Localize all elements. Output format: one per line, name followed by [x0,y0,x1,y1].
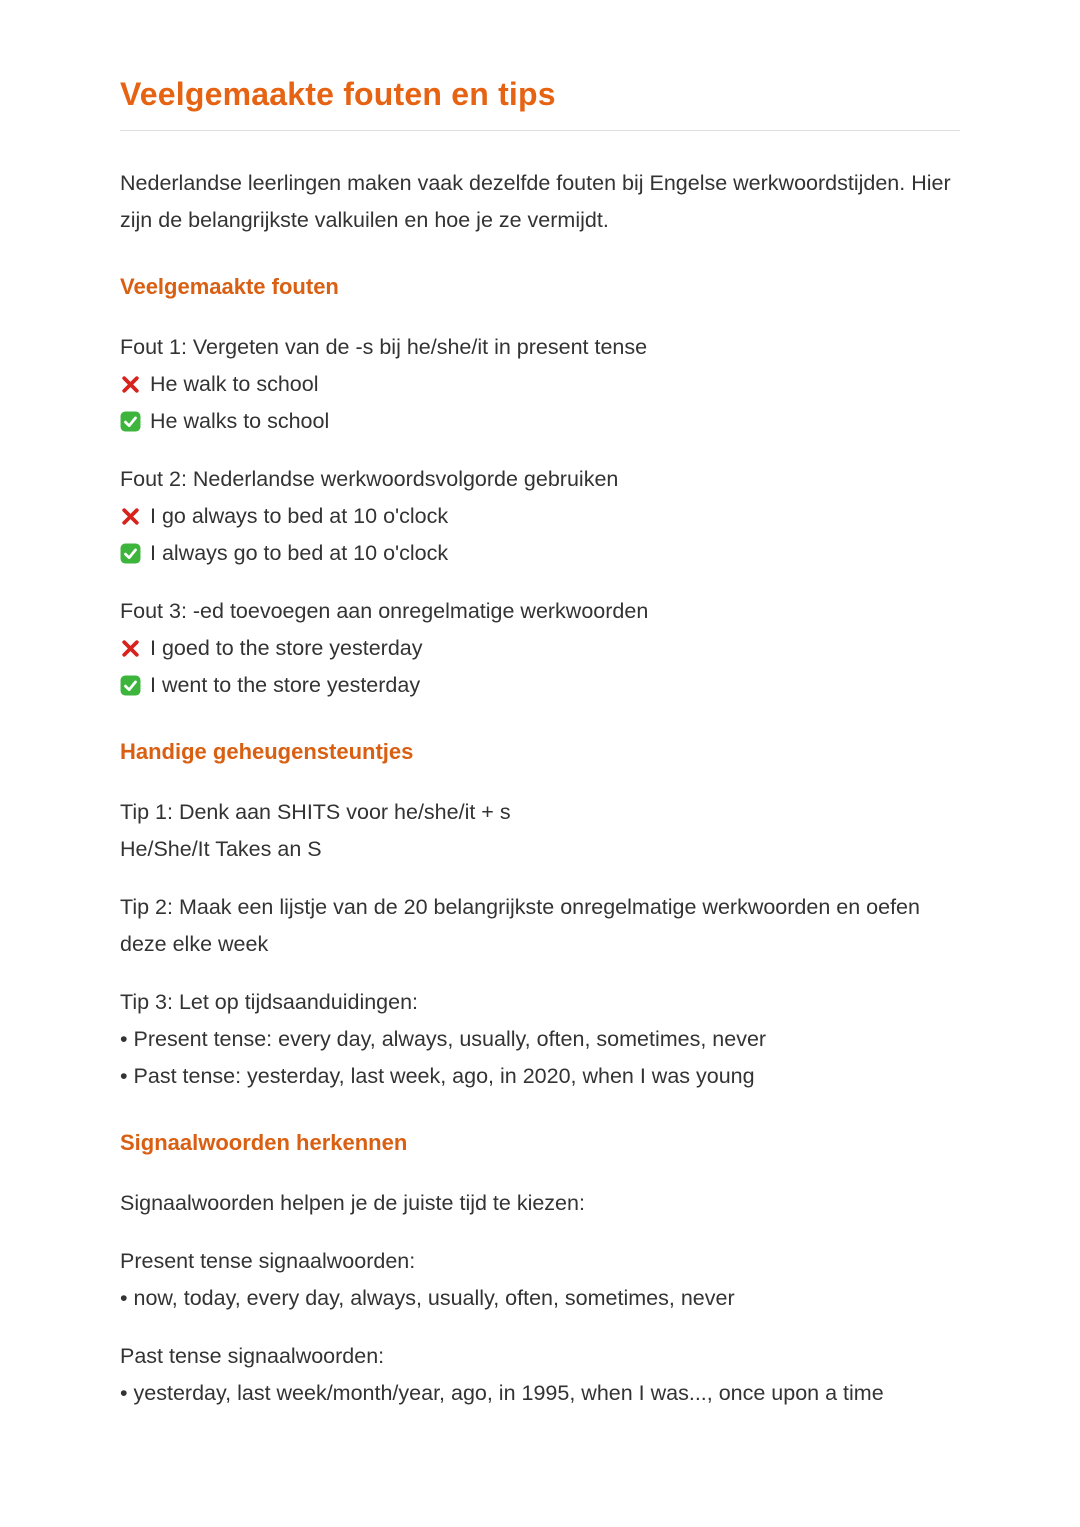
past-tense-signal-group [120,1338,960,1412]
right-example [120,535,960,572]
signal-group-label: Present tense signaalwoorden: [120,1249,416,1273]
bullet-item: • yesterday, last week/month/year, ago, in 1995, when I was..., once upon a time [120,1375,960,1412]
wrong-example-text: I go always to bed at 10 o'clock [150,504,449,528]
tip-line: He/She/It Takes an S [120,837,322,861]
tip-line: Tip 1: Denk aan SHITS voor he/she/it + s [120,800,511,824]
tip-item-1 [120,794,960,868]
bullet-item: • Past tense: yesterday, last week, ago, in 2020, when I was young [120,1058,960,1095]
section-heading-signal-words: Signaalwoorden herkennen [120,1130,408,1155]
right-example-text: I always go to bed at 10 o'clock [150,541,449,565]
right-example-text: I went to the store yesterday [150,673,421,697]
mistake-label: Fout 1: Vergeten van de -s bij he/she/it in present tense [120,335,648,359]
check-mark-icon [120,675,141,696]
mistake-item-3 [120,593,960,704]
bullet-item: • now, today, every day, always, usually, often, sometimes, never [120,1280,960,1317]
mistake-label: Fout 3: -ed toevoegen aan onregelmatige werkwoorden [120,599,649,623]
cross-mark-icon [120,374,141,395]
right-example-text: He walks to school [150,409,330,433]
section-heading-mistakes: Veelgemaakte fouten [120,274,339,299]
cross-mark-icon [120,506,141,527]
section-heading-tips: Handige geheugensteuntjes [120,739,414,764]
past-signal-bullet-list [120,1375,960,1412]
wrong-example-text: I goed to the store yesterday [150,636,423,660]
intro-paragraph: Nederlandse leerlingen maken vaak dezelfde fouten bij Engelse werkwoordstijden. Hier zijn de belangrijkste valkuilen en hoe je ze vermijdt. [120,171,951,232]
tip3-bullet-list [120,1021,960,1095]
tip-line: Tip 3: Let op tijdsaanduidingen: [120,990,419,1014]
mistake-item-2 [120,461,960,572]
wrong-example [120,498,960,535]
check-mark-icon [120,543,141,564]
present-tense-signal-group [120,1243,960,1317]
mistake-label: Fout 2: Nederlandse werkwoordsvolgorde gebruiken [120,467,619,491]
signal-words-intro: Signaalwoorden helpen je de juiste tijd te kiezen: [120,1191,585,1215]
cross-mark-icon [120,638,141,659]
bullet-item: • Present tense: every day, always, usually, often, sometimes, never [120,1021,960,1058]
right-example [120,667,960,704]
title-divider [120,130,960,131]
wrong-example-text: He walk to school [150,372,319,396]
signal-group-label: Past tense signaalwoorden: [120,1344,385,1368]
check-mark-icon [120,411,141,432]
page-title: Veelgemaakte fouten en tips [120,76,556,112]
wrong-example [120,366,960,403]
mistake-item-1 [120,329,960,440]
right-example [120,403,960,440]
present-signal-bullet-list [120,1280,960,1317]
wrong-example [120,630,960,667]
tip-item-2: Tip 2: Maak een lijstje van de 20 belangrijkste onregelmatige werkwoorden en oefen deze elke week [120,895,920,956]
tip-item-3 [120,984,960,1095]
